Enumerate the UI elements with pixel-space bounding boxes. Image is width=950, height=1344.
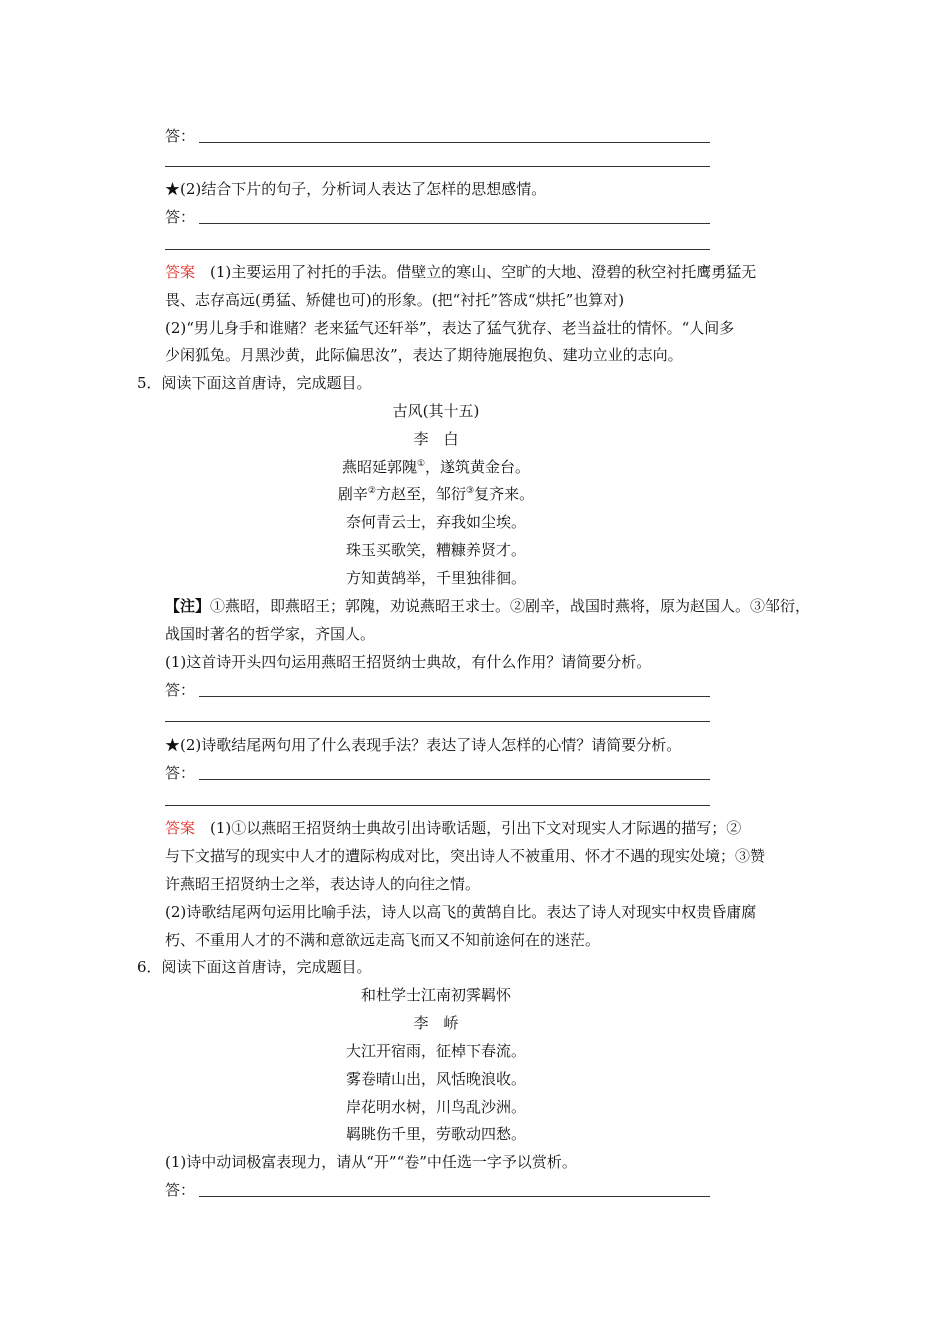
answer-label: 答： [165, 1181, 196, 1199]
footnote-marker: ② [367, 486, 376, 496]
answer-tag: 答案 [165, 263, 196, 281]
q5-answer-line-3: 许燕昭王招贤纳士之举，表达诗人的向往之情。 [165, 875, 481, 893]
poem-line: 大江开宿雨，征棹下春流。 [345, 1042, 526, 1060]
answer-line [165, 721, 710, 722]
answer-row[interactable] [165, 1180, 710, 1200]
answer-label: 答： [165, 127, 196, 145]
answer-row[interactable] [165, 207, 710, 227]
answer-line [199, 696, 710, 697]
answer-line [165, 805, 710, 806]
answer-line [199, 1196, 710, 1197]
poem-notes: 【注】①燕昭，即燕昭王；郭隗，劝说燕昭王求士。②剧辛，战国时燕将，原为赵国人。③邹衍， [165, 597, 811, 615]
q4-subquestion-2: ★(2)结合下片的句子，分析词人表达了怎样的思想感情。 [165, 180, 547, 198]
poem-line: 羁眺伤千里，劳歌动四愁。 [345, 1125, 526, 1143]
answer-line [199, 142, 710, 143]
answer-label: 答： [165, 764, 196, 782]
poem-title: 古风(其十五) [392, 402, 480, 420]
poem-line: 珠玉买歌笑，糟糠养贤才。 [345, 541, 526, 559]
poem-line: 雾卷晴山出，风恬晚浪收。 [345, 1070, 526, 1088]
answer-row[interactable] [165, 763, 710, 783]
q4-answer-line-1: 答案 (1)主要运用了衬托的手法。借壁立的寒山、空旷的大地、澄碧的秋空衬托鹰勇猛无 [165, 263, 757, 281]
answer-line [199, 223, 710, 224]
q5-answer-line-2: 与下文描写的现实中人才的遭际构成对比，突出诗人不被重用、怀才不遇的现实处境；③赞 [165, 847, 766, 865]
poem-line: 燕昭延郭隗①，遂筑黄金台。 [341, 458, 531, 476]
poem-author: 李 峤 [413, 1014, 459, 1032]
q5-answer-line-5: 朽、不重用人才的不满和意欲远走高飞而又不知前途何在的迷茫。 [165, 931, 601, 949]
q4-answer-line-2: 畏、志存高远(勇猛、矫健也可)的形象。(把“衬托”答成“烘托”也算对) [165, 291, 625, 309]
poem-title: 和杜学士江南初霁羁怀 [360, 986, 511, 1004]
answer-line [165, 166, 710, 167]
note-tag: 【注】 [165, 597, 211, 615]
answer-label: 答： [165, 208, 196, 226]
poem-author: 李 白 [413, 430, 459, 448]
q4-answer-line-4: 少闲狐兔。月黑沙黄，此际偏思汝”，表达了期待施展抱负、建功立业的志向。 [165, 346, 683, 364]
q6-subquestion-1: (1)诗中动词极富表现力，请从“开”“卷”中任选一字予以赏析。 [165, 1153, 577, 1171]
answer-line [199, 779, 710, 780]
footnote-marker: ③ [466, 486, 475, 496]
q5-answer-line-1: 答案 (1)①以燕昭王招贤纳士典故引出诗歌话题，引出下文对现实人才际遇的描写；② [165, 819, 742, 837]
answer-row[interactable] [165, 680, 710, 700]
answer-line [165, 249, 710, 250]
q5-stem: 5．阅读下面这首唐诗，完成题目。 [137, 374, 372, 392]
poem-notes-cont: 战国时著名的哲学家，齐国人。 [165, 625, 376, 643]
q5-subquestion-1: (1)这首诗开头四句运用燕昭王招贤纳士典故，有什么作用？请简要分析。 [165, 653, 652, 671]
answer-row[interactable] [165, 126, 710, 146]
q5-answer-line-4: (2)诗歌结尾两句运用比喻手法，诗人以高飞的黄鹄自比。表达了诗人对现实中权贵昏庸腐 [165, 903, 757, 921]
q5-subquestion-2: ★(2)诗歌结尾两句用了什么表现手法？表达了诗人怎样的心情？请简要分析。 [165, 736, 682, 754]
poem-line: 奈何青云士，弃我如尘埃。 [345, 513, 526, 531]
answer-label: 答： [165, 681, 196, 699]
q6-stem: 6．阅读下面这首唐诗，完成题目。 [137, 958, 372, 976]
answer-tag: 答案 [165, 819, 196, 837]
poem-line: 岸花明水树，川鸟乱沙洲。 [345, 1098, 526, 1116]
poem-line: 剧辛②方赵至，邹衍③复齐来。 [337, 485, 535, 503]
poem-line: 方知黄鹄举，千里独徘徊。 [345, 569, 526, 587]
q4-answer-line-3: (2)“男儿身手和谁赌？老来猛气还轩举”，表达了猛气犹存、老当益壮的情怀。“人间多 [165, 319, 735, 337]
footnote-marker: ① [416, 459, 426, 469]
